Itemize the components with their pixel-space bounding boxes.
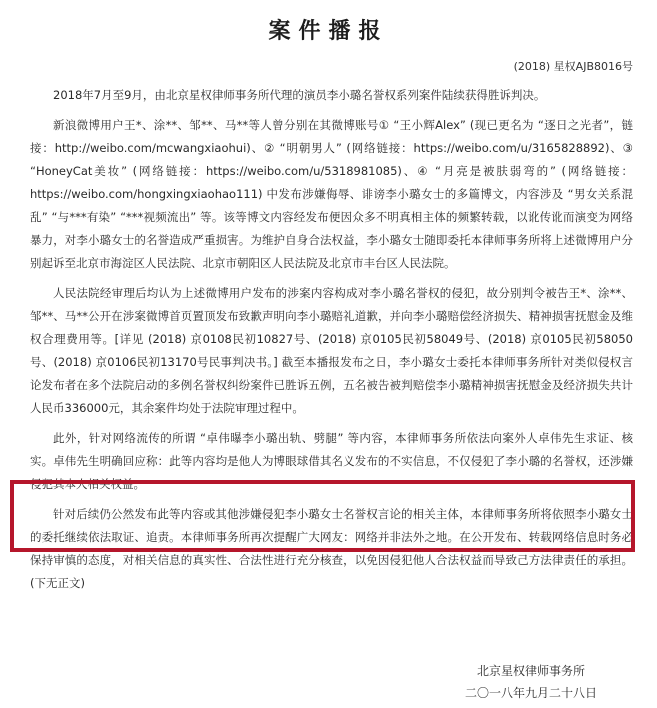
reference-number: (2018) 星权AJB8016号 [513,60,633,73]
paragraph-warning: 针对后续仍公然发布此等内容或其他涉嫌侵犯李小璐女士名誉权言论的相关主体，本律师事务所将依照李小璐女士的委托继续依法取证、追责。本律师事务所再次提醒广大网友：网络并非法外之地。在公开发布、转载网络信息时务必保持审慎的态度，对相关信息的真实性、合法性进行充分核查，以免因侵犯他人合法权益而导致己方法律责任的承担。(下无正文) [30,507,633,590]
firm-name: 北京星权律师事务所 [476,664,585,678]
paragraph-background: 新浪微博用户王*、涂**、邹**、马**等人曾分别在其微博账号① “王小辉Alex” (现已更名为 “逐日之光者”，链接：http://weibo.com/mcwangxiaohui)、② “明朝男人” (网络链接：https://weibo.com/u/3165828892)、③ “HoneyCat美妆” (网络链接：https://weibo.com/u/5318981085)、④ “月亮是被肤弱弯的” (网络链接：https://weibo.com/hongxingxiaohao111) 中发布涉嫌侮辱、诽谤李小璐女士的多篇博文，内容涉及 “男女关系混乱” “与***有染” “***视频流出” 等。该等博文内容经发布便因众多不明真相主体的频繁转载，以讹传讹而演变为网络暴力，对李小璐女士的名誉造成严重损害。为维护自身合法权益，李小璐女士随即委托本律师事务所将上述微博用户分别起诉至北京市海淀区人民法院、北京市朝阳区人民法院及北京市丰台区人民法院。 [30,118,633,270]
signature-block [465,660,597,704]
signature-date: 二〇一八年九月二十八日 [464,686,597,700]
paragraph-judgment: 人民法院经审理后均认为上述微博用户发布的涉案内容构成对李小璐名誉权的侵犯，故分别判令被告王*、涂**、邹**、马**公开在涉案微博首页置顶发布致歉声明向李小璐赔礼道歉，并向李小璐赔偿经济损失、精神损害抚慰金及维权合理费用等。[详见 (2018) 京0108民初10827号、(2018) 京0105民初58049号、(2018) 京0105民初58050号、(2018) 京0106民初13170号民事判决书。] 截至本播报发布之日，李小璐女士委托本律师事务所针对类似侵权言论发布者在多个法院启动的多例名誉权纠纷案件已胜诉五例，五名被告被判赔偿李小璐精神损害抚慰金及经济损失共计人民币336000元，其余案件均处于法院审理过程中。 [30,286,633,415]
paragraph-clarification: 此外，针对网络流传的所谓 “卓伟曝李小璐出轨、劈腿” 等内容，本律师事务所依法向案外人卓伟先生求证、核实。卓伟先生明确回应称：此等内容均是他人为博眼球借其名义发布的不实信息，不仅侵犯了李小璐的名誉权，还涉嫌侵犯其本人相关权益。 [30,431,633,491]
paragraph-intro: 2018年7月至9月，由北京星权律师事务所代理的演员李小璐名誉权系列案件陆续获得胜诉判决。 [53,88,546,102]
highlight-box [10,480,635,552]
page-title: 案件播报 [268,18,389,44]
